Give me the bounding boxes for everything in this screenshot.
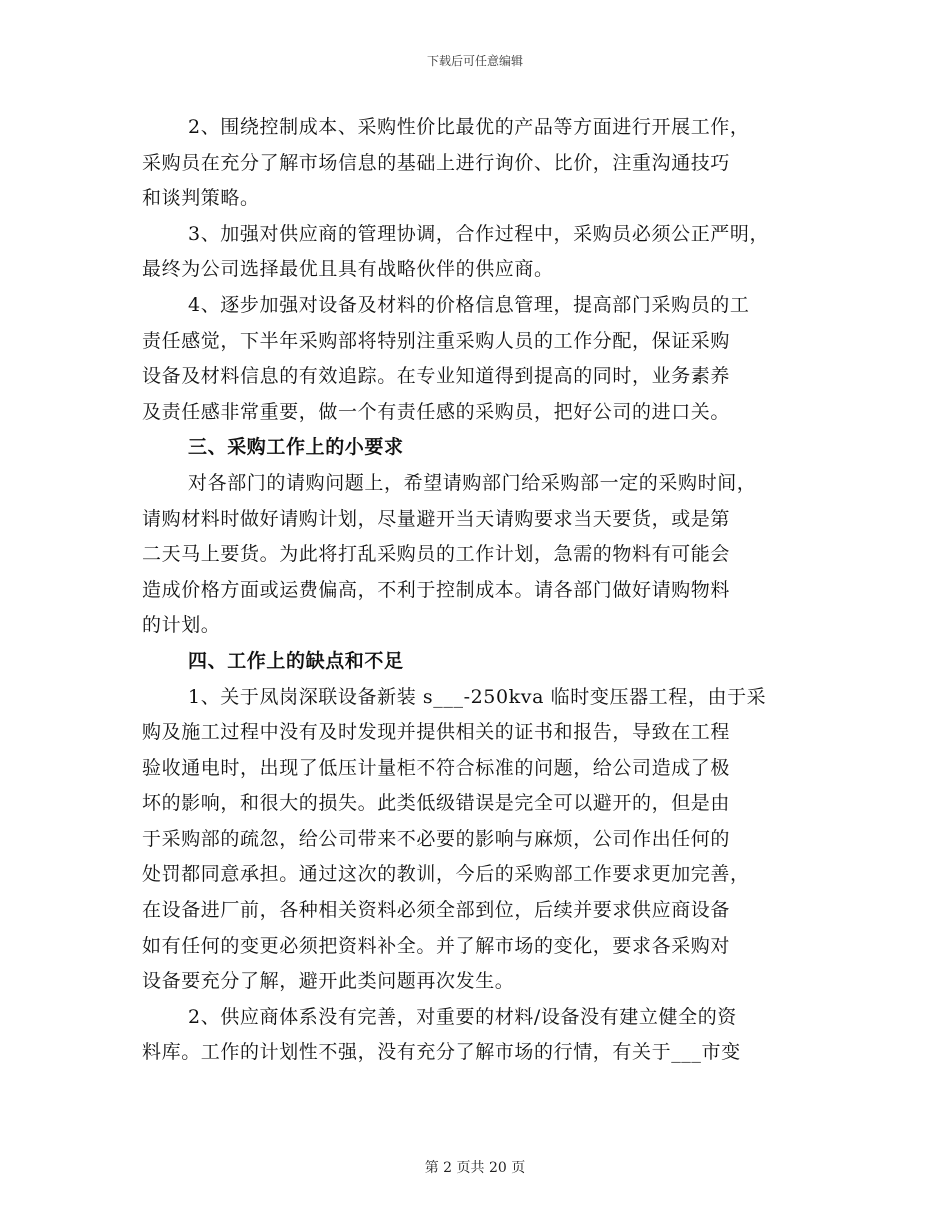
- page-header: 下载后可任意编辑: [426, 54, 523, 68]
- page-footer: 第 2 页共 20 页: [424, 1160, 526, 1176]
- paragraph-line: 如有任何的变更必须把资料补全。并了解市场的变化，要求各采购对: [142, 934, 731, 957]
- paragraph-line: 购及施工过程中没有及时发现并提供相关的证书和报告，导致在工程: [142, 721, 731, 744]
- paragraph-line: 1、关于凤岗深联设备新装 s___-250kva 临时变压器工程，由于采: [188, 685, 767, 708]
- paragraph-line: 2、供应商体系没有完善，对重要的材料/设备没有建立健全的资: [188, 1005, 737, 1028]
- paragraph-line: 4、逐步加强对设备及材料的价格信息管理，提高部门采购员的工: [188, 293, 750, 316]
- paragraph-line: 2、围绕控制成本、采购性价比最优的产品等方面进行开展工作，: [188, 116, 750, 138]
- paragraph-line: 料库。工作的计划性不强，没有充分了解市场的行情，有关于___市变: [142, 1041, 741, 1064]
- paragraph-line: 责任感觉，下半年采购部将特别注重采购人员的工作分配，保证采购: [142, 329, 731, 352]
- paragraph-line: 采购员在充分了解市场信息的基础上进行询价、比价，注重沟通技巧: [142, 151, 731, 174]
- paragraph-line: 二天马上要货。为此将打乱采购员的工作计划，急需的物料有可能会: [142, 543, 731, 566]
- paragraph-line: 对各部门的请购问题上，希望请购部门给采购部一定的采购时间，: [188, 471, 757, 494]
- paragraph-line: 及责任感非常重要，做一个有责任感的采购员，把好公司的进口关。: [142, 400, 731, 423]
- section-heading: 四、工作上的缺点和不足: [188, 649, 404, 672]
- paragraph-line: 坏的影响，和很大的损失。此类低级错误是完全可以避开的，但是由: [142, 792, 731, 815]
- document-body: [142, 110, 814, 1071]
- paragraph-line: 和谈判策略。: [142, 187, 260, 210]
- paragraph-line: 造成价格方面或运费偏高，不利于控制成本。请各部门做好请购物料: [142, 578, 731, 601]
- section-heading: 三、采购工作上的小要求: [188, 436, 404, 459]
- paragraph-line: 设备要充分了解，避开此类问题再次发生。: [142, 970, 515, 993]
- paragraph-line: 验收通电时，出现了低压计量柜不符合标准的问题，给公司造成了极: [142, 756, 731, 779]
- paragraph-line: 请购材料时做好请购计划，尽量避开当天请购要求当天要货，或是第: [142, 507, 731, 530]
- paragraph-line: 的计划。: [142, 614, 221, 637]
- paragraph-line: 设备及材料信息的有效追踪。在专业知道得到提高的同时，业务素养: [142, 365, 731, 388]
- paragraph-line: 在设备进厂前，各种相关资料必须全部到位，后续并要求供应商设备: [142, 899, 731, 922]
- paragraph-line: 3、加强对供应商的管理协调，合作过程中，采购员必须公正严明，: [188, 222, 770, 245]
- paragraph-line: 于采购部的疏忽，给公司带来不必要的影响与麻烦，公司作出任何的: [142, 827, 731, 850]
- paragraph-line: 处罚都同意承担。通过这次的教训，今后的采购部工作要求更加完善，: [142, 863, 750, 886]
- paragraph-line: 最终为公司选择最优且具有战略伙伴的供应商。: [142, 258, 554, 281]
